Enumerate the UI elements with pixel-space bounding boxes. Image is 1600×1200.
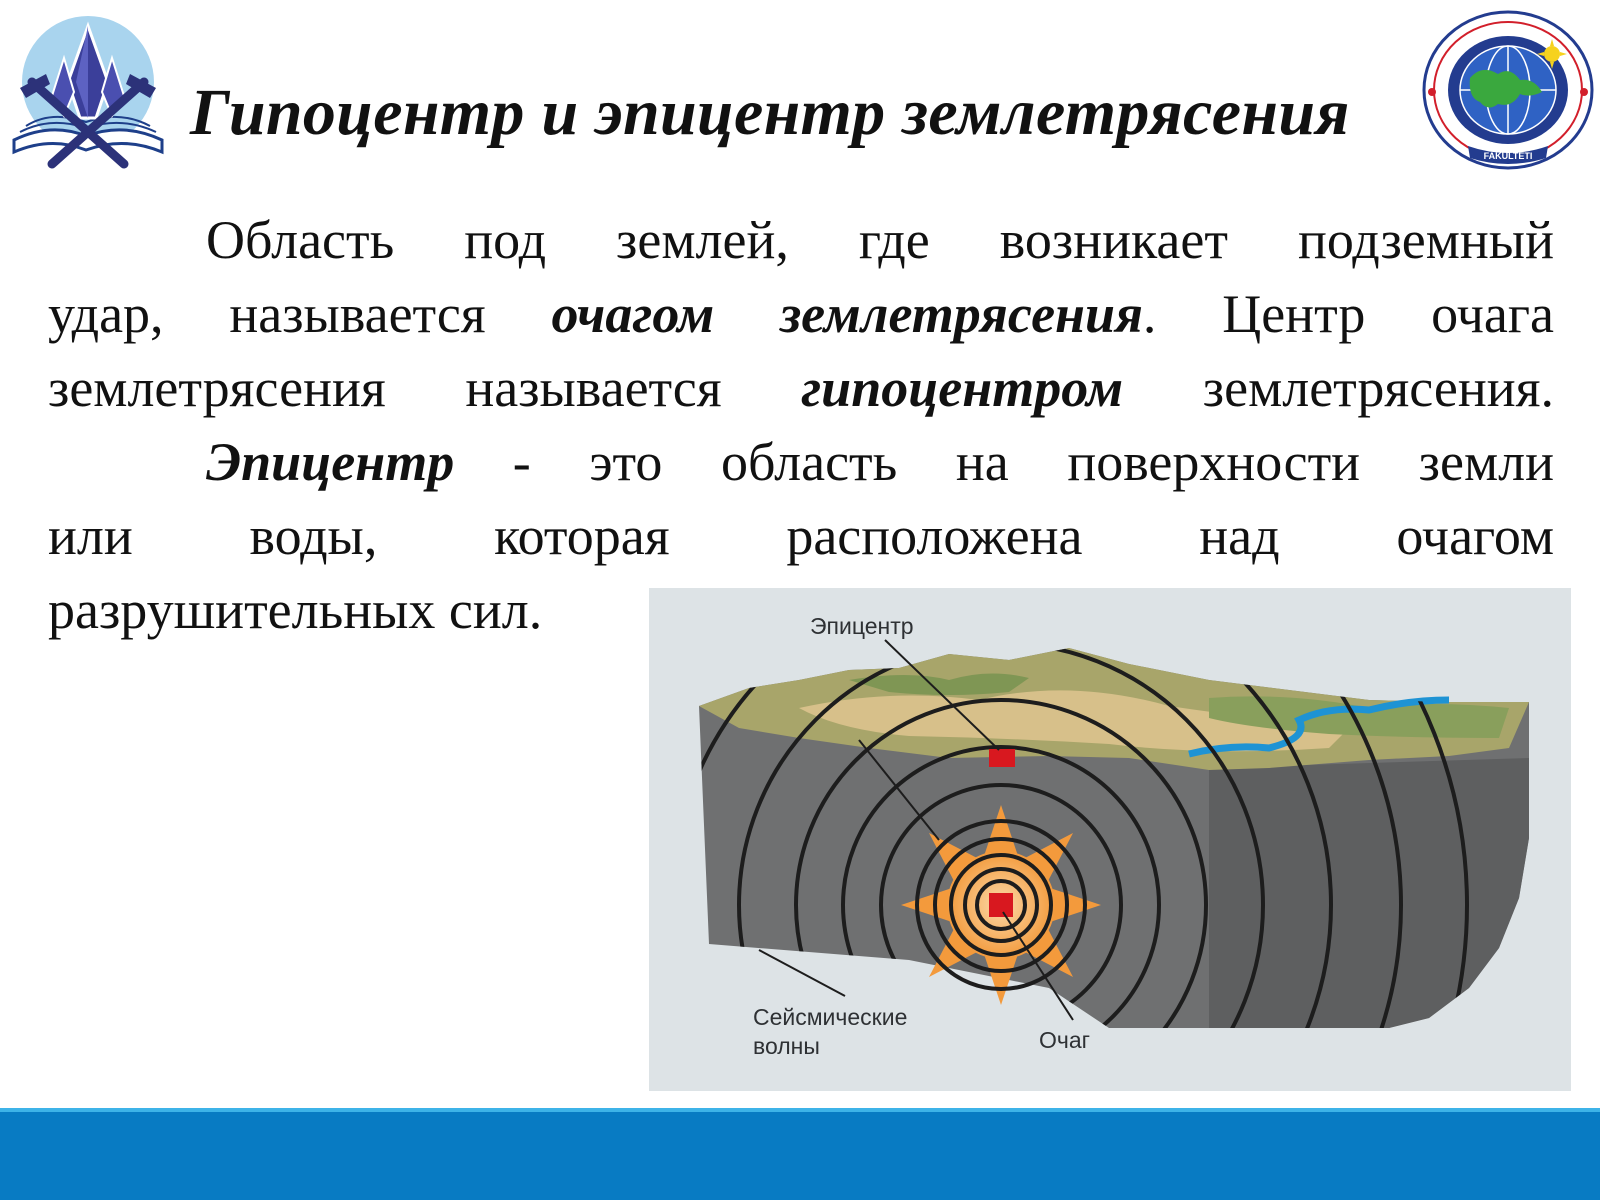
term-earthquake-focus: очагом землетрясения xyxy=(551,284,1143,344)
paragraph-1-line-2 xyxy=(48,277,1554,351)
right-logo xyxy=(1420,8,1596,173)
book-crystal-hammers-logo-icon xyxy=(6,12,168,170)
text-run: удар, называется xyxy=(48,284,552,344)
page-title: Гипоцентр и эпицентр землетрясения xyxy=(190,76,1350,149)
text-run: - это область на поверхности земли xyxy=(454,432,1554,492)
text-run: разрушительных сил. xyxy=(48,580,543,640)
seismic-waves-label-line-1: Сейсмические xyxy=(753,1004,908,1030)
focus-label: Очаг xyxy=(1039,1027,1091,1053)
left-logo xyxy=(6,12,168,170)
paragraph-2-line-1 xyxy=(48,425,1554,499)
seismic-waves-label-line-2: волны xyxy=(753,1033,820,1059)
term-epicenter: Эпицентр xyxy=(206,432,455,492)
text-run: Область под землей, где возникает подземный xyxy=(206,210,1554,270)
text-run: землетрясения называется xyxy=(48,358,802,418)
text-run: . Центр очага xyxy=(1142,284,1554,344)
paragraph-1-line-3 xyxy=(48,351,1554,425)
body-text xyxy=(48,203,1554,647)
term-hypocenter: гипоцентром xyxy=(801,358,1124,418)
footer-band xyxy=(0,1112,1600,1200)
paragraph-2-line-2 xyxy=(48,499,1554,573)
paragraph-1-line-1 xyxy=(48,203,1554,277)
epicenter-label: Эпицентр xyxy=(810,613,914,639)
emblem-caption: FAKULTETI xyxy=(1483,151,1533,161)
earthquake-diagram xyxy=(649,588,1571,1091)
text-run: или воды, которая расположена над очагом xyxy=(48,506,1554,566)
epicenter-marker xyxy=(989,749,1015,767)
uzbekistan-globe-emblem-icon xyxy=(1420,8,1596,173)
text-run: землетрясения. xyxy=(1123,358,1554,418)
focus-marker xyxy=(989,893,1013,917)
